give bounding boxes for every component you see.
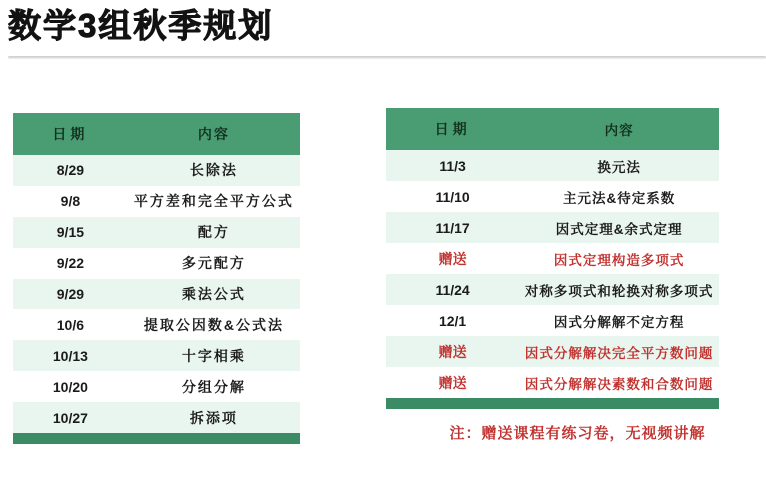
table-row [13,402,300,433]
table-row [13,155,300,186]
row-date: 9/8 [60,193,81,210]
table-row-bonus [386,336,719,367]
page-title: 数学3组秋季规划 [8,7,274,44]
row-content: 平方差和完全平方公式 [133,193,294,210]
left-schedule-table [13,113,300,444]
table-row [386,305,719,336]
right-table-body [386,150,719,398]
row-date: 10/27 [52,409,88,426]
table-row [13,309,300,340]
row-content: 换元法 [597,159,641,175]
row-date: 10/13 [52,347,88,364]
row-date: 11/17 [435,219,470,236]
left-table-body [13,155,300,433]
row-content: 因式分解解决素数和合数问题 [524,376,714,392]
right-header-date: 日期 [434,121,471,137]
table-row [13,186,300,217]
right-schedule-table [386,108,719,443]
row-content: 十字相乘 [181,347,246,364]
table-row-bonus [386,243,719,274]
row-content: 因式分解解决完全平方数问题 [524,345,714,361]
title-divider [8,56,766,59]
row-content: 提取公因数&公式法 [143,316,284,333]
row-content: 分组分解 [181,378,246,395]
right-table-footer-bar [386,398,719,409]
row-content: 主元法&待定系数 [562,190,676,206]
row-date: 9/29 [56,286,85,302]
bonus-note: 注：赠送课程有练习卷，无视频讲解 [449,425,706,442]
row-content: 因式分解解不定方程 [553,314,685,330]
row-date: 10/6 [56,316,85,333]
left-table-header [13,113,300,155]
table-row [386,212,719,243]
table-row [13,248,300,279]
table-row [13,279,300,310]
row-content: 乘法公式 [181,286,246,302]
row-date: 10/20 [52,378,88,395]
row-date: 赠送 [438,374,467,391]
row-content: 配方 [197,224,230,241]
row-content: 对称多项式和轮换对称多项式 [524,283,714,299]
table-row [386,150,719,181]
row-date: 11/24 [435,281,470,298]
row-date: 8/29 [56,162,85,179]
table-row [13,217,300,248]
table-row [13,371,300,402]
row-content: 多元配方 [181,255,246,272]
row-content: 长除法 [189,162,238,179]
row-date: 12/1 [438,312,467,329]
right-table-header [386,108,719,150]
right-header-content: 内容 [604,123,634,138]
row-date: 9/15 [56,224,85,241]
table-row-bonus [386,367,719,398]
row-date: 9/22 [56,255,85,272]
left-header-content: 内容 [197,126,230,142]
row-date: 11/3 [439,157,466,174]
table-row [13,340,300,371]
row-content: 因式定理构造多项式 [553,252,685,268]
row-date: 赠送 [438,343,467,360]
left-table-footer-bar [13,433,300,444]
row-date: 11/10 [435,188,470,205]
row-content: 因式定理&余式定理 [555,221,683,237]
row-date: 赠送 [438,250,467,267]
row-content: 拆添项 [189,409,238,426]
table-row [386,181,719,212]
left-header-date: 日期 [52,126,89,142]
table-row [386,274,719,305]
